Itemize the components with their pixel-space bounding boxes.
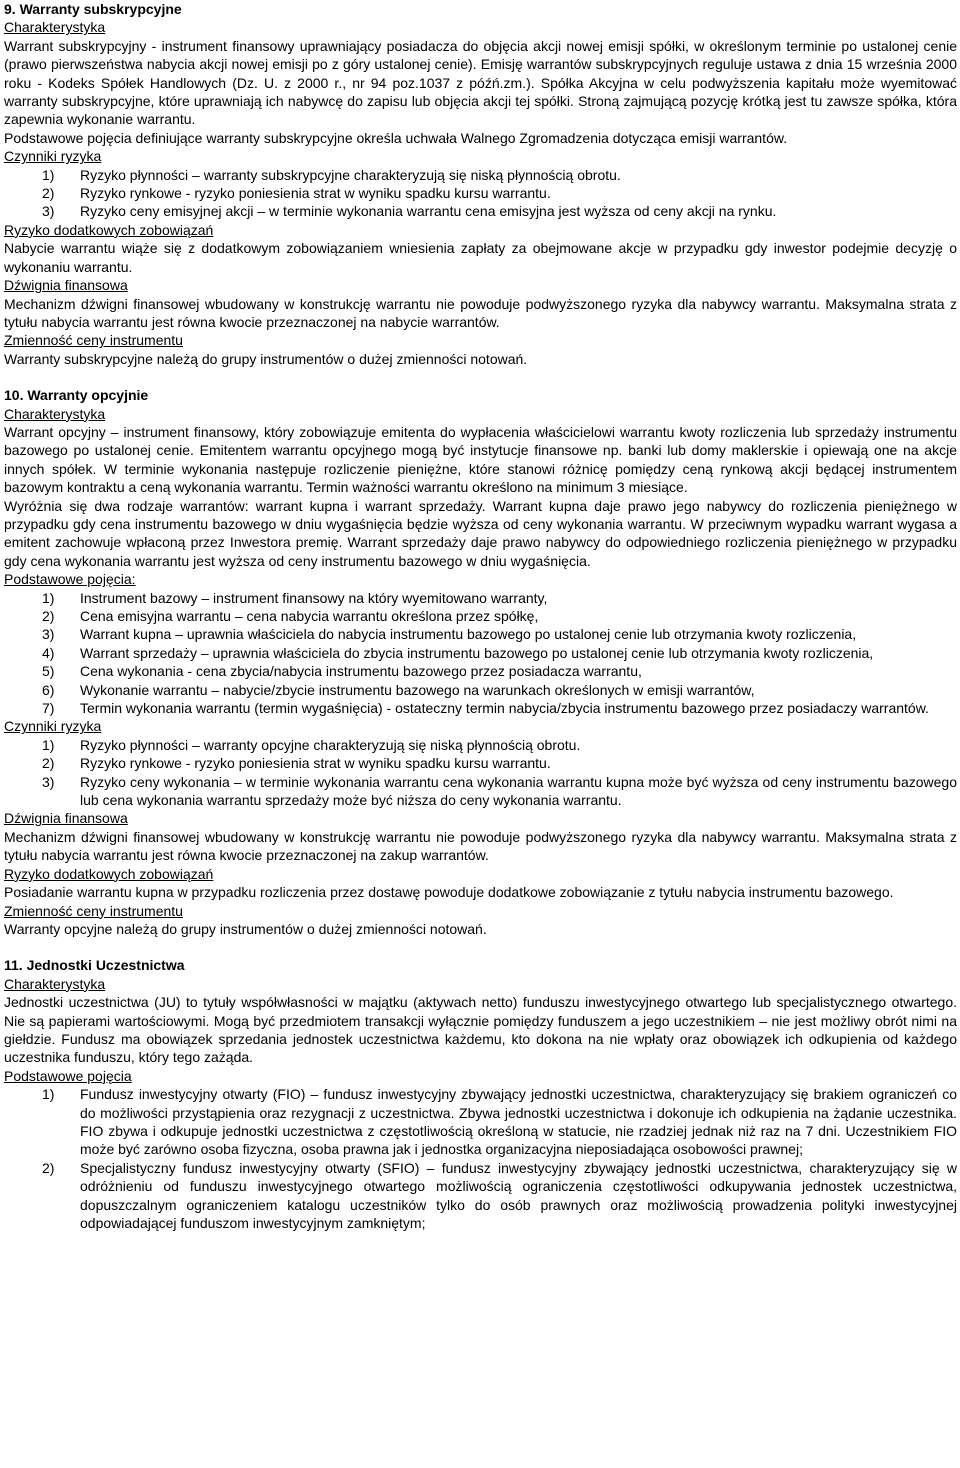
list-item: 2) Specjalistyczny fundusz inwestycyjny otwarty (SFIO) – fundusz inwestycyjny zbywający jednostki uczestnictwa, charakteryzujący się w odróżnieniu od funduszu inwestycyjnego otwartego możliwością ograniczenia częstotliwości odkupywania jednostek uczestnictwa, dopuszczalnym ograniczeniem katalogu uczestników tylko do osób prawnych oraz możliwością prowadzenia polityki inwestycyjnej odpowiadającej funduszom inwestycyjnym zamkniętym;	[42, 1159, 957, 1231]
s9-heading-additional-obligations: Ryzyko dodatkowych zobowiązań	[4, 221, 214, 238]
list-item: 3) Ryzyko ceny emisyjnej akcji – w terminie wykonania warrantu cena emisyjna jest wyższa od ceny akcji na rynku.	[42, 203, 777, 220]
section-11-title: 11. Jednostki Uczestnictwa	[4, 957, 185, 974]
s9-heading-leverage: Dźwignia finansowa	[4, 277, 128, 294]
section-10-title: 10. Warranty opcyjnie	[4, 387, 149, 404]
s10-paragraph-1: Warrant opcyjny – instrument finansowy, który zobowiązuje emitenta do wypłacenia właścicielowi warrantu kwoty rozliczenia lub sprzedaży instrumentu bazowego po ustalonej cenie. Emitentem warrantu opcyjnego mogą być instytucje finansowe np. banki lub domy maklerskie i opiewają one na akcje innych spółek. W terminie wykonania następuje rozliczenie pieniężne, które stanowi różnicę pomiędzy ceną rynkową akcji będącej instrumentem bazowym kontraktu a ceną wykonania warrantu. Termin ważności warrantu określono na minimum 3 miesiące.	[4, 423, 957, 496]
list-item: 1) Instrument bazowy – instrument finansowy na który wyemitowano warranty,	[42, 589, 548, 606]
list-item: 2) Ryzyko rynkowe - ryzyko poniesienia strat w wyniku spadku kursu warrantu.	[42, 755, 551, 772]
s11-heading-basic-terms: Podstawowe pojęcia	[4, 1067, 132, 1084]
s9-heading-volatility: Zmienność ceny instrumentu	[4, 332, 183, 349]
list-item: 6) Wykonanie warrantu – nabycie/zbycie instrumentu bazowego na warunkach określonych w emisji warrantów,	[42, 681, 755, 698]
s10-heading-leverage: Dźwignia finansowa	[4, 810, 128, 827]
s9-paragraph-3: Nabycie warrantu wiąże się z dodatkowym zobowiązaniem wniesienia zapłaty za obejmowane akcje w przypadku gdy inwestor podejmie decyzję o wykonaniu warrantu.	[4, 240, 957, 275]
s10-paragraph-5: Posiadanie warrantu kupna w przypadku rozliczenia przez dostawę powoduje dodatkowe zobowiązanie z tytułu nabycia instrumentu bazowego.	[4, 884, 894, 901]
list-item: 1) Ryzyko płynności – warranty subskrypcyjne charakteryzują się niską płynnością obrotu.	[42, 166, 621, 183]
s10-heading-basic-terms: Podstawowe pojęcia:	[4, 571, 136, 588]
s10-heading-volatility: Zmienność ceny instrumentu	[4, 902, 183, 919]
s9-risk-list	[4, 166, 957, 221]
list-item: 3) Warrant kupna – uprawnia właściciela do nabycia instrumentu bazowego po ustalonej cenie lub otrzymania kwoty rozliczenia,	[42, 626, 857, 643]
section-10	[4, 386, 957, 938]
s11-heading-characteristics: Charakterystyka	[4, 975, 106, 992]
section-11	[4, 956, 957, 1232]
section-9-title: 9. Warranty subskrypcyjne	[4, 1, 182, 17]
s9-paragraph-1: Warrant subskrypcyjny - instrument finansowy uprawniający posiadacza do objęcia akcji nowej emisji spółki, w określonym terminie po ustalonej cenie (prawo pierwszeństwa nabycia akcji nowej emisji po z góry ustalonej cenie). Emisję warrantów subskrypcyjnych reguluje ustawa z dnia 15 września 2000 roku - Kodeks Spółek Handlowych (Dz. U. z 2000 r., nr 94 poz.1037 z późń.zm.). Spółka Akcyjna w celu podwyższenia kapitału może wyemitować warranty subskrypcyjne, które uprawniają ich nabywcę do zapisu lub objęcia akcji tej spółki. Stroną zajmującą pozycję krótką jest tu zawsze spółka, która zapewnia wykonanie warrantu.	[4, 37, 957, 128]
list-item: 1) Ryzyko płynności – warranty opcyjne charakteryzują się niską płynnością obrotu.	[42, 736, 581, 753]
s10-paragraph-4: Mechanizm dźwigni finansowej wbudowany w konstrukcję warrantu nie powoduje podwyższonego ryzyka dla nabywcy warrantu. Maksymalna strata z tytułu nabycia warrantu jest równa kwocie przeznaczonej na zakup warrantów.	[4, 828, 957, 864]
s10-heading-risk-factors: Czynniki ryzyka	[4, 718, 102, 735]
list-item: 3) Ryzyko ceny wykonania – w terminie wykonania warrantu cena wykonania warrantu kupna może być wyższa od ceny instrumentu bazowego lub cena wykonania warrantu sprzedaży może być niższa do ceny wykonania warrantu.	[42, 773, 957, 809]
s11-terms-list	[4, 1085, 957, 1232]
list-item: 7) Termin wykonania warrantu (termin wygaśnięcia) - ostateczny termin nabycia/zbycia instrumentu bazowego przez posiadaczy warrantów.	[42, 700, 929, 717]
list-item: 4) Warrant sprzedaży – uprawnia właściciela do zbycia instrumentu bazowego po ustalonej cenie lub otrzymania kwoty rozliczenia,	[42, 644, 874, 661]
s9-paragraph-5: Warranty subskrypcyjne należą do grupy instrumentów o dużej zmienności notowań.	[4, 350, 528, 367]
s10-risk-list	[4, 736, 957, 810]
s11-paragraph-1: Jednostki uczestnictwa (JU) to tytuły współwłasności w majątku (aktywach netto) funduszu inwestycyjnego otwartego lub specjalistycznego otwartego. Nie są papierami wartościowymi. Mogą być przedmiotem transakcji wyłącznie pomiędzy funduszem a jego uczestnikiem – nie jest możliwy obrót nimi na giełdzie. Fundusz ma obowiązek sprzedania jednostek uczestnictwa każdemu, kto dokona na nie wpłaty oraz obowiązek ich odkupienia od każdego uczestnika funduszu, który tego zażąda.	[4, 994, 957, 1066]
section-spacer	[4, 938, 957, 956]
s10-heading-characteristics: Charakterystyka	[4, 405, 106, 422]
section-9	[4, 0, 957, 368]
list-item: 5) Cena wykonania - cena zbycia/nabycia instrumentu bazowego przez posiadacza warrantu,	[42, 663, 642, 680]
s9-paragraph-4: Mechanizm dźwigni finansowej wbudowany w konstrukcję warrantu nie powoduje podwyższonego ryzyka dla nabywcy warrantu. Maksymalna strata z tytułu nabycia warrantu jest równa kwocie przeznaczonej na nabycie warrantów.	[4, 295, 957, 330]
s10-terms-list	[4, 589, 957, 718]
s9-paragraph-2: Podstawowe pojęcia definiujące warranty subskrypcyjne określa uchwała Walnego Zgromadzenia dotycząca emisji warrantów.	[4, 129, 788, 146]
list-item: 2) Cena emisyjna warrantu – cena nabycia warrantu określona przez spółkę,	[42, 608, 539, 624]
list-item: 2) Ryzyko rynkowe - ryzyko poniesienia strat w wyniku spadku kursu warrantu.	[42, 185, 551, 202]
s10-paragraph-6: Warranty opcyjne należą do grupy instrumentów o dużej zmienności notowań.	[4, 920, 487, 937]
list-item: 1) Fundusz inwestycyjny otwarty (FIO) – fundusz inwestycyjny zbywający jednostki uczestnictwa, charakteryzujący się brakiem ograniczeń co do możliwości przystąpienia oraz rezygnacji z uczestnictwa. Zbywa jednostki uczestnictwa i dokonuje ich odkupienia na żądanie uczestnika. FIO zbywa i odkupuje jednostki uczestnictwa z częstotliwością określoną w statucie, nie rzadziej jednak niż raz na 7 dni. Uczestnikiem FIO może być zarówno osoba fizyczna, osoba prawna jak i jednostka organizacyjna nieposiadająca osobowości prawnej;	[42, 1086, 957, 1158]
section-spacer	[4, 368, 957, 386]
s10-paragraph-2: Wyróżnia się dwa rodzaje warrantów: warrant kupna i warrant sprzedaży. Warrant kupna daje prawo jego nabywcy do rozliczenia pieniężnego w przypadku gdy cena instrumentu bazowego w dniu wygaśnięcia będzie wyższa od ceny wykonania warrantu. W przeciwnym wypadku warrant wygasa a emitent zachowuje wpłaconą przez Inwestora premię. Warrant sprzedaży daje prawo nabywcy do odpowiedniego rozliczenia pieniężnego w przypadku gdy cena wykonania warrantu jest wyższa od ceny instrumentu bazowego w dniu wygaśnięcia.	[4, 497, 957, 569]
s9-heading-risk-factors: Czynniki ryzyka	[4, 148, 102, 165]
s9-heading-characteristics: Charakterystyka	[4, 19, 106, 36]
s10-heading-additional-obligations: Ryzyko dodatkowych zobowiązań	[4, 865, 214, 882]
